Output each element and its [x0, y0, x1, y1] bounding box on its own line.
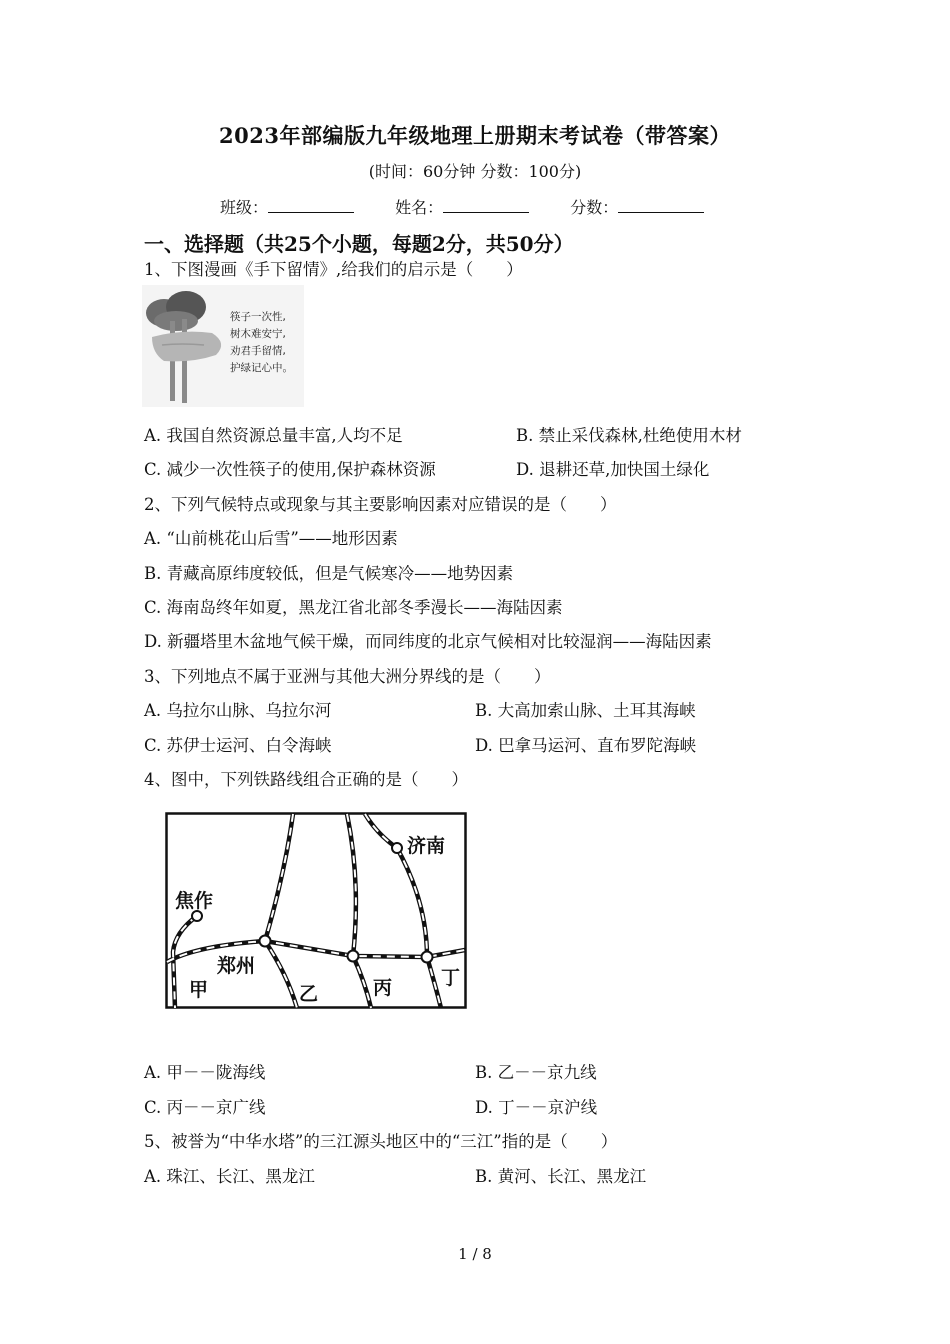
- label-zhengzhou: 郑州: [217, 955, 256, 977]
- exam-meta: (时间：60分钟 分数：100分): [368, 162, 582, 181]
- railway-map-svg: [165, 812, 467, 1009]
- junction-ding: [422, 952, 433, 963]
- student-fields: [220, 195, 740, 218]
- q2-option-c: C. 海南岛终年如夏，黑龙江省北部冬季漫长——海陆因素: [144, 598, 563, 617]
- q2-option-d: D. 新疆塔里木盆地气候干燥，而同纬度的北京气候相对比较湿润——海陆因素: [144, 632, 712, 651]
- q1-option-d: D. 退耕还草,加快国土绿化: [516, 460, 710, 479]
- label-yi: 乙: [299, 983, 319, 1005]
- question-2-stem: 2、下列气候特点或现象与其主要影响因素对应错误的是（ ）: [144, 495, 617, 514]
- class-blank: [268, 198, 354, 213]
- q2-option-b: B. 青藏高原纬度较低，但是气候寒冷——地势因素: [144, 564, 514, 583]
- page-number: 1 / 8: [458, 1245, 492, 1263]
- class-label: 班级：: [220, 198, 269, 217]
- q3-option-b: B. 大高加索山脉、土耳其海峡: [475, 701, 696, 720]
- question-1-stem: 1、下图漫画《手下留情》,给我们的启示是（ ）: [144, 260, 523, 279]
- section-title: 一、选择题（共25个小题，每题2分，共50分）: [144, 232, 574, 256]
- q1-option-b: B. 禁止采伐森林,杜绝使用木材: [516, 426, 742, 445]
- q3-option-d: D. 巴拿马运河、直布罗陀海峡: [475, 736, 697, 755]
- label-bing: 丙: [373, 977, 393, 999]
- junction-bing: [348, 951, 359, 962]
- cartoon-image: [142, 285, 304, 407]
- question-4-stem: 4、图中，下列铁路线组合正确的是（ ）: [144, 770, 468, 789]
- tree-chopsticks-illustration: [142, 285, 304, 407]
- q2-option-a: A. “山前桃花山后雪”——地形因素: [144, 529, 398, 548]
- q5-option-a: A. 珠江、长江、黑龙江: [144, 1167, 315, 1186]
- question-3-stem: 3、下列地点不属于亚洲与其他大洲分界线的是（ ）: [144, 667, 551, 686]
- q1-option-a: A. 我国自然资源总量丰富,人均不足: [144, 426, 403, 445]
- zhengzhou-station: [260, 936, 271, 947]
- jinan-station: [392, 843, 402, 853]
- label-jia: 甲: [189, 979, 209, 1001]
- q5-option-b: B. 黄河、长江、黑龙江: [475, 1167, 647, 1186]
- label-jiaozuo: 焦作: [175, 890, 214, 912]
- question-5-stem: 5、被誉为“中华水塔”的三江源头地区中的“三江”指的是（ ）: [144, 1132, 618, 1151]
- railway-map: [165, 812, 467, 1009]
- q1-option-c: C. 减少一次性筷子的使用,保护森林资源: [144, 460, 436, 479]
- label-ding: 丁: [441, 967, 461, 989]
- cartoon-line-3: 劝君手留情,: [230, 345, 286, 357]
- q4-option-b: B. 乙－－京九线: [475, 1063, 597, 1082]
- q4-option-d: D. 丁－－京沪线: [475, 1098, 598, 1117]
- page-title: 2023年部编版九年级地理上册期末考试卷（带答案）: [219, 123, 731, 148]
- label-jinan: 济南: [407, 835, 446, 857]
- name-label: 姓名：: [395, 198, 444, 217]
- q4-option-c: C. 丙－－京广线: [144, 1098, 266, 1117]
- score-label: 分数：: [570, 198, 619, 217]
- q3-option-c: C. 苏伊士运河、白令海峡: [144, 736, 332, 755]
- cartoon-line-2: 树木难安宁,: [230, 328, 286, 340]
- score-blank: [618, 198, 704, 213]
- q4-option-a: A. 甲－－陇海线: [144, 1063, 266, 1082]
- cartoon-line-1: 筷子一次性,: [230, 311, 286, 323]
- cartoon-line-4: 护绿记心中。: [230, 362, 293, 374]
- jiaozuo-station: [192, 911, 202, 921]
- q3-option-a: A. 乌拉尔山脉、乌拉尔河: [144, 701, 332, 720]
- name-blank: [443, 198, 529, 213]
